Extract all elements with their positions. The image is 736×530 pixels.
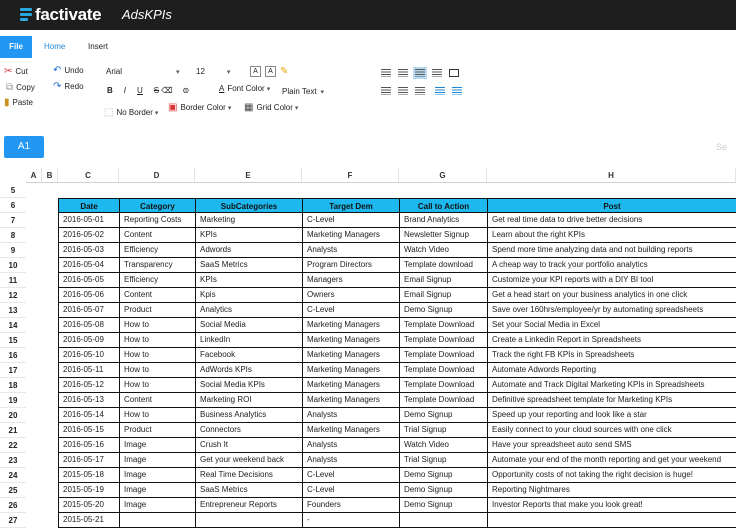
table-cell[interactable]: Speed up your reporting and look like a star — [488, 408, 736, 423]
table-cell[interactable]: Product — [120, 303, 196, 318]
decrease-font-icon[interactable]: A — [265, 66, 276, 77]
format-painter-icon[interactable]: ✎ — [280, 66, 289, 77]
app-header — [0, 0, 736, 30]
font-color-icon: A — [219, 84, 225, 93]
table-cell[interactable]: Product — [120, 423, 196, 438]
table-cell[interactable]: AdWords KPIs — [196, 363, 303, 378]
table-cell[interactable]: LinkedIn — [196, 333, 303, 348]
table-cell[interactable]: Analysts — [303, 453, 400, 468]
chevron-down-icon: ▾ — [320, 88, 325, 96]
chevron-down-icon: ▾ — [266, 85, 271, 93]
table-cell[interactable]: Investor Reports that make you look great! — [488, 498, 736, 513]
cut-button[interactable] — [4, 66, 28, 77]
clipboard-icon: ▮ — [4, 97, 10, 108]
bold-button[interactable]: B — [107, 86, 113, 95]
data-table — [58, 198, 736, 528]
font-color-label: Font Color — [227, 84, 265, 93]
row-header[interactable]: 20 — [0, 408, 26, 423]
row-header[interactable]: 23 — [0, 453, 26, 468]
table-cell[interactable]: 2016-05-13 — [59, 393, 120, 408]
table-cell[interactable]: Image — [120, 483, 196, 498]
row-header[interactable]: 24 — [0, 468, 26, 483]
table-cell[interactable]: SaaS Metrics — [196, 258, 303, 273]
grid-color-label: Grid Color — [256, 103, 293, 112]
table-cell[interactable]: Automate your end of the month reporting and get your weekend — [488, 453, 736, 468]
table-cell[interactable]: Trial Signup — [400, 453, 488, 468]
row-header[interactable]: 11 — [0, 273, 26, 288]
table-cell[interactable]: Demo Signup — [400, 498, 488, 513]
undo-icon: ↶ — [53, 65, 62, 76]
table-cell[interactable]: 2016-05-06 — [59, 288, 120, 303]
row-header[interactable]: 14 — [0, 318, 26, 333]
table-cell[interactable]: 2015-05-20 — [59, 498, 120, 513]
table-cell[interactable] — [120, 513, 196, 528]
row-header[interactable]: 9 — [0, 243, 26, 258]
ribbon-toolbar — [0, 62, 736, 126]
text-style-buttons — [107, 86, 189, 95]
table-cell[interactable]: Image — [120, 468, 196, 483]
table-cell[interactable]: Create a Linkedin Report in Spreadsheets — [488, 333, 736, 348]
table-cell[interactable]: Marketing Managers — [303, 378, 400, 393]
table-cell[interactable]: Analysts — [303, 438, 400, 453]
row-header[interactable]: 15 — [0, 333, 26, 348]
table-cell[interactable]: Reporting Nightmares — [488, 483, 736, 498]
table-cell[interactable]: Image — [120, 438, 196, 453]
font-color-button[interactable] — [219, 84, 270, 93]
align-right-icon[interactable] — [415, 87, 425, 95]
tab-file[interactable]: File — [0, 36, 32, 58]
chevron-down-icon: ▾ — [176, 68, 180, 76]
border-color-label: Border Color — [180, 103, 226, 112]
tab-insert[interactable]: Insert — [88, 42, 109, 51]
table-cell[interactable]: KPIs — [196, 228, 303, 243]
table-cell[interactable]: Founders — [303, 498, 400, 513]
header-call-to-action[interactable]: Call to Action — [400, 198, 488, 213]
table-cell[interactable]: Efficiency — [120, 243, 196, 258]
vertical-align-group — [381, 69, 466, 77]
table-cell[interactable]: Template download — [400, 258, 488, 273]
table-cell[interactable]: Kpis — [196, 288, 303, 303]
table-cell[interactable]: 2016-05-14 — [59, 408, 120, 423]
header-subcategories[interactable]: SubCategories — [196, 198, 303, 213]
table-cell[interactable]: KPIs — [196, 273, 303, 288]
document-title[interactable]: AdsKPIs — [122, 7, 172, 22]
plain-text-select[interactable] — [282, 87, 324, 96]
table-cell[interactable]: 2016-05-07 — [59, 303, 120, 318]
table-cell[interactable]: Easily connect to your cloud sources with one click — [488, 423, 736, 438]
table-cell[interactable]: Program Directors — [303, 258, 400, 273]
plain-text-label: Plain Text — [282, 87, 317, 96]
brand-logo[interactable] — [20, 5, 101, 25]
column-header-c[interactable]: C — [58, 168, 119, 183]
table-cell[interactable]: Template Download — [400, 363, 488, 378]
table-cell[interactable]: Opportunity costs of not taking the right decision is huge! — [488, 468, 736, 483]
copy-label: Copy — [16, 83, 35, 92]
table-cell[interactable]: Have your spreadsheet auto send SMS — [488, 438, 736, 453]
table-cell[interactable]: Reporting Costs — [120, 213, 196, 228]
table-cell[interactable]: Content — [120, 393, 196, 408]
table-cell[interactable]: Marketing Managers — [303, 363, 400, 378]
table-cell[interactable]: 2016-05-10 — [59, 348, 120, 363]
table-cell[interactable]: Adwords — [196, 243, 303, 258]
table-cell[interactable]: Image — [120, 453, 196, 468]
table-cell[interactable]: Content — [120, 228, 196, 243]
search-input[interactable]: Se — [716, 142, 728, 152]
table-cell[interactable]: How to — [120, 348, 196, 363]
align-middle-icon[interactable] — [398, 69, 408, 77]
grid-icon: ▦ — [244, 102, 254, 113]
table-cell[interactable]: Email Signup — [400, 273, 488, 288]
table-cell[interactable]: 2016-05-02 — [59, 228, 120, 243]
row-header[interactable]: 21 — [0, 423, 26, 438]
chevron-down-icon: ▾ — [227, 104, 232, 112]
table-cell[interactable]: C-Level — [303, 483, 400, 498]
table-cell[interactable]: Customize your KPI reports with a DIY BI tool — [488, 273, 736, 288]
redo-button[interactable] — [53, 81, 84, 92]
table-cell[interactable]: Marketing — [196, 213, 303, 228]
table-cell[interactable] — [488, 513, 736, 528]
table-cell[interactable]: Template Download — [400, 378, 488, 393]
header-target-dem[interactable]: Target Dem — [303, 198, 400, 213]
header-post[interactable]: Post — [488, 198, 736, 213]
redo-icon: ↷ — [53, 81, 62, 92]
row-header[interactable]: 7 — [0, 213, 26, 228]
table-cell[interactable]: Definitive spreadsheet template for Marketing KPIs — [488, 393, 736, 408]
chevron-down-icon: ▾ — [294, 104, 299, 112]
undo-button[interactable] — [53, 65, 84, 76]
table-cell[interactable]: How to — [120, 408, 196, 423]
paste-label: Paste — [12, 98, 33, 107]
table-cell[interactable]: - — [303, 513, 400, 528]
row-header[interactable]: 27 — [0, 513, 26, 528]
border-color-icon: ▣ — [168, 102, 178, 113]
border-color-button[interactable] — [168, 102, 231, 113]
table-cell[interactable]: C-Level — [303, 303, 400, 318]
table-cell[interactable]: Get real time data to drive better decisions — [488, 213, 736, 228]
table-cell[interactable]: Track the right FB KPIs in Spreadsheets — [488, 348, 736, 363]
scissors-icon: ✂ — [4, 66, 13, 77]
table-cell[interactable]: Template Download — [400, 318, 488, 333]
row-header[interactable]: 18 — [0, 378, 26, 393]
row-header[interactable]: 13 — [0, 303, 26, 318]
merge-cells-icon[interactable] — [449, 69, 459, 77]
table-cell[interactable]: C-Level — [303, 468, 400, 483]
column-header-f[interactable]: F — [302, 168, 399, 183]
table-cell[interactable]: Email Signup — [400, 288, 488, 303]
align-center-icon[interactable] — [398, 87, 408, 95]
undo-label: Undo — [64, 66, 84, 75]
font-family-value: Arial — [106, 67, 123, 76]
table-cell[interactable]: Trial Signup — [400, 423, 488, 438]
table-cell[interactable]: Facebook — [196, 348, 303, 363]
table-cell[interactable]: 2016-05-05 — [59, 273, 120, 288]
font-size-value: 12 — [196, 67, 205, 76]
table-cell[interactable]: Owners — [303, 288, 400, 303]
table-cell[interactable]: 2016-05-15 — [59, 423, 120, 438]
table-cell[interactable]: 2016-05-11 — [59, 363, 120, 378]
row-header[interactable]: 17 — [0, 363, 26, 378]
row-header[interactable]: 26 — [0, 498, 26, 513]
row-header[interactable]: 22 — [0, 438, 26, 453]
no-border-select[interactable] — [104, 107, 158, 118]
grid-color-button[interactable] — [244, 102, 298, 113]
cut-label: Cut — [15, 67, 28, 76]
table-cell[interactable]: Marketing Managers — [303, 333, 400, 348]
indent-decrease-icon[interactable] — [452, 87, 462, 95]
italic-button[interactable]: I — [123, 86, 127, 95]
row-header[interactable]: 19 — [0, 393, 26, 408]
table-cell[interactable]: Demo Signup — [400, 408, 488, 423]
table-cell[interactable]: Template Download — [400, 333, 488, 348]
table-cell[interactable]: 2016-05-04 — [59, 258, 120, 273]
table-cell[interactable]: Social Media KPIs — [196, 378, 303, 393]
table-cell[interactable]: 2016-05-12 — [59, 378, 120, 393]
table-cell[interactable]: 2016-05-01 — [59, 213, 120, 228]
table-cell[interactable]: Business Analytics — [196, 408, 303, 423]
column-header-d[interactable]: D — [119, 168, 195, 183]
table-cell[interactable]: Demo Signup — [400, 483, 488, 498]
header-date[interactable]: Date — [59, 198, 120, 213]
copy-button[interactable] — [6, 82, 35, 93]
increase-font-icon[interactable]: A — [250, 66, 261, 77]
factivate-logo-icon — [20, 8, 32, 23]
chevron-down-icon: ▾ — [226, 68, 231, 76]
font-size-controls — [250, 66, 291, 77]
table-cell[interactable]: Learn about the right KPIs — [488, 228, 736, 243]
table-cell[interactable]: 2016-05-16 — [59, 438, 120, 453]
font-family-select[interactable] — [106, 67, 180, 76]
table-cell[interactable]: Automate and Track Digital Marketing KPIs in Spreadsheets — [488, 378, 736, 393]
column-header-e[interactable]: E — [195, 168, 302, 183]
table-cell[interactable]: 2016-05-17 — [59, 453, 120, 468]
row-header[interactable]: 5 — [0, 183, 26, 198]
column-header-g[interactable]: G — [399, 168, 487, 183]
ribbon-tabs — [0, 36, 736, 58]
table-cell[interactable]: Analysts — [303, 243, 400, 258]
table-cell[interactable]: Template Download — [400, 393, 488, 408]
table-cell[interactable]: How to — [120, 378, 196, 393]
table-cell[interactable]: Watch Video — [400, 438, 488, 453]
underline-button[interactable]: U — [137, 86, 143, 95]
table-cell[interactable]: Entrepreneur Reports — [196, 498, 303, 513]
table-cell[interactable]: Managers — [303, 273, 400, 288]
align-left-icon[interactable] — [381, 87, 391, 95]
table-cell[interactable]: Demo Signup — [400, 468, 488, 483]
table-cell[interactable]: Image — [120, 498, 196, 513]
cell-name-box[interactable]: A1 — [4, 136, 44, 158]
no-border-label: No Border — [116, 108, 153, 117]
table-cell[interactable]: 2016-05-09 — [59, 333, 120, 348]
table-cell[interactable]: Marketing Managers — [303, 228, 400, 243]
table-cell[interactable]: C-Level — [303, 213, 400, 228]
eraser-icon[interactable]: ⌫ — [161, 86, 173, 95]
table-cell[interactable]: Efficiency — [120, 273, 196, 288]
table-cell[interactable]: Watch Video — [400, 243, 488, 258]
table-cell[interactable]: How to — [120, 363, 196, 378]
table-cell[interactable]: Save over 160hrs/employee/yr by automating spreadsheets — [488, 303, 736, 318]
table-cell[interactable]: Content — [120, 288, 196, 303]
table-cell[interactable]: Newsletter Signup — [400, 228, 488, 243]
table-cell[interactable]: Set your Social Media in Excel — [488, 318, 736, 333]
table-cell[interactable]: Analytics — [196, 303, 303, 318]
table-cell[interactable]: Marketing Managers — [303, 393, 400, 408]
horizontal-align-group — [381, 87, 469, 95]
table-cell[interactable]: Template Download — [400, 348, 488, 363]
table-cell[interactable] — [400, 513, 488, 528]
table-cell[interactable]: Transparency — [120, 258, 196, 273]
paste-button[interactable] — [4, 97, 33, 108]
table-cell[interactable]: 2015-05-18 — [59, 468, 120, 483]
align-top-icon[interactable] — [381, 69, 391, 77]
column-header-a[interactable]: A — [26, 168, 42, 183]
chevron-down-icon: ▾ — [154, 109, 159, 117]
table-cell[interactable]: How to — [120, 318, 196, 333]
table-cell[interactable] — [196, 513, 303, 528]
strikethrough-button[interactable]: S — [153, 86, 160, 95]
table-cell[interactable]: 2015-05-19 — [59, 483, 120, 498]
table-cell[interactable]: SaaS Metrics — [196, 483, 303, 498]
table-cell[interactable]: Connectors — [196, 423, 303, 438]
table-cell[interactable]: Spend more time analyzing data and not building reports — [488, 243, 736, 258]
indent-increase-icon[interactable] — [435, 87, 445, 95]
table-cell[interactable]: Get your weekend back — [196, 453, 303, 468]
link-icon[interactable]: ⊜ — [182, 86, 190, 95]
column-header-h[interactable]: H — [487, 168, 736, 183]
table-cell[interactable]: A cheap way to track your portfolio analytics — [488, 258, 736, 273]
border-none-icon: ⬚ — [104, 107, 114, 118]
row-header[interactable]: 10 — [0, 258, 26, 273]
tab-home[interactable]: Home — [44, 42, 66, 51]
table-cell[interactable]: How to — [120, 333, 196, 348]
brand-name: factivate — [35, 5, 102, 24]
row-header[interactable]: 6 — [0, 198, 26, 213]
table-cell[interactable]: Demo Signup — [400, 303, 488, 318]
table-cell[interactable]: 2016-05-08 — [59, 318, 120, 333]
table-cell[interactable]: Marketing Managers — [303, 348, 400, 363]
table-cell[interactable]: Automate Adwords Reporting — [488, 363, 736, 378]
row-header[interactable]: 12 — [0, 288, 26, 303]
table-cell[interactable]: Get a head start on your business analytics in one click — [488, 288, 736, 303]
row-header[interactable]: 25 — [0, 483, 26, 498]
table-cell[interactable]: Marketing Managers — [303, 423, 400, 438]
table-cell[interactable]: Brand Analytics — [400, 213, 488, 228]
copy-icon: ⧉ — [6, 82, 14, 93]
table-cell[interactable]: Real Time Decisions — [196, 468, 303, 483]
column-header-b[interactable]: B — [42, 168, 58, 183]
redo-label: Redo — [64, 82, 84, 91]
table-cell[interactable]: 2015-05-21 — [59, 513, 120, 528]
table-cell[interactable]: 2016-05-03 — [59, 243, 120, 258]
row-header[interactable]: 8 — [0, 228, 26, 243]
table-cell[interactable]: Social Media — [196, 318, 303, 333]
align-bottom-icon[interactable] — [415, 69, 425, 77]
header-category[interactable]: Category — [120, 198, 196, 213]
table-cell[interactable]: Marketing ROI — [196, 393, 303, 408]
row-header[interactable]: 16 — [0, 348, 26, 363]
table-cell[interactable]: Crush It — [196, 438, 303, 453]
table-cell[interactable]: Analysts — [303, 408, 400, 423]
font-size-select[interactable] — [196, 67, 230, 76]
table-cell[interactable]: Marketing Managers — [303, 318, 400, 333]
wrap-text-icon[interactable] — [432, 69, 442, 77]
